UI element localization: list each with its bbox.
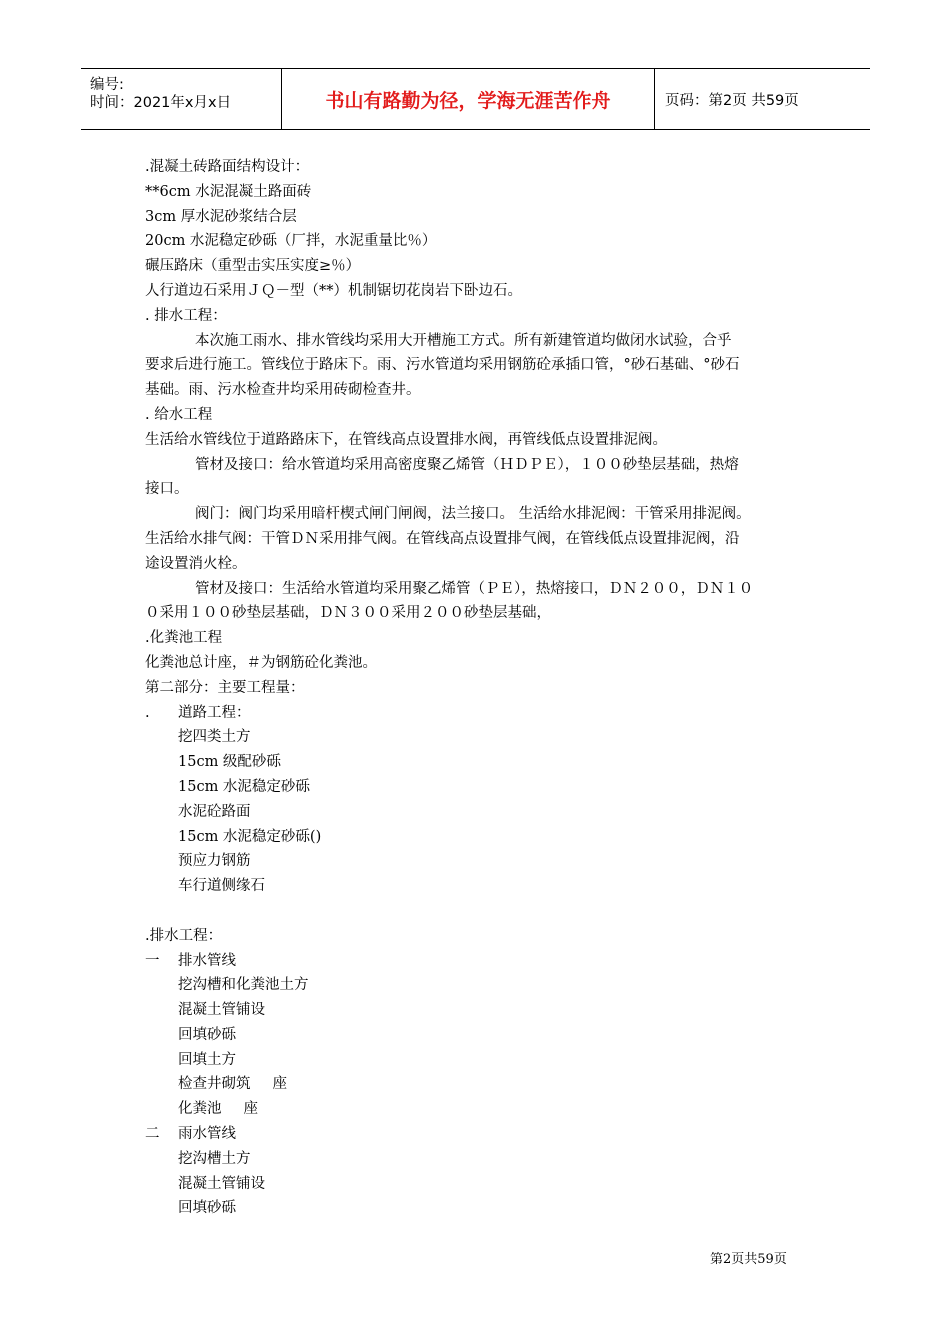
text-line: 化粪池总计座，＃为钢筋砼化粪池。 [145, 654, 377, 671]
blank-line [145, 899, 815, 924]
text-line: 碾压路床（重型击实压实度≥％） [145, 258, 361, 275]
page-footer: 第2页共59页 [710, 1252, 787, 1267]
list-item: 车行道侧缘石 [178, 878, 265, 895]
code-label: 编号: [90, 77, 124, 93]
text-line: 3cm 厚水泥砂浆结合层 [145, 208, 297, 225]
list-item-unit: 座 [272, 1076, 287, 1093]
section-heading: .化粪池工程 [145, 630, 223, 647]
document-body [145, 155, 815, 1221]
header-motto: 书山有路勤为径，学海无涯苦作舟 [282, 69, 655, 129]
list-item: 回填土方 [178, 1051, 236, 1068]
list-number: 一 [145, 952, 160, 969]
text-line: 本次施工雨水、排水管线均采用大开槽施工方式。所有新建管道均做闭水试验，合乎 [195, 332, 732, 349]
list-item-label: 检查井砌筑 [178, 1076, 251, 1093]
text-line: 管材及接口：生活给水管道均采用聚乙烯管（ＰＥ），热熔接口，ＤＮ２００，ＤＮ１０ [195, 580, 754, 597]
section-heading: . 排水工程： [145, 307, 227, 324]
list-item-unit: 座 [243, 1101, 258, 1118]
section-heading: .排水工程： [145, 927, 223, 944]
header-table [81, 68, 870, 130]
text-line: 管材及接口：给水管道均采用高密度聚乙烯管（ＨＤＰＥ），１００砂垫层基础，热熔 [195, 456, 739, 473]
list-item [145, 1097, 815, 1122]
text-line: 接口。 [145, 481, 189, 498]
list-item [145, 1072, 815, 1097]
text-line: 人行道边石采用ＪＱ－型（**）机制锯切花岗岩下卧边石。 [145, 282, 522, 299]
list-item: 预应力钢筋 [178, 853, 251, 870]
text-line: ０采用１００砂垫层基础，ＤＮ３００采用２００砂垫层基础， [145, 605, 551, 622]
text-line: 要求后进行施工。管线位于路床下。雨、污水管道均采用钢筋砼承插口管，°砂石基础、°砂石 [145, 357, 740, 374]
list-item: 挖四类土方 [178, 729, 251, 746]
list-number: 二 [145, 1126, 160, 1143]
text-line: 生活给水排气阀：干管ＤＮ采用排气阀。在管线高点设置排气阀，在管线低点设置排泥阀，沿 [145, 530, 740, 547]
header-page-number: 页码：第2页 共59页 [665, 92, 799, 109]
list-item: 15cm 水泥稳定砂砾() [178, 828, 322, 845]
list-item-label: 化粪池 [178, 1101, 222, 1118]
list-item: 回填砂砾 [178, 1026, 236, 1043]
header-info-cell [81, 69, 282, 129]
list-item: 15cm 水泥稳定砂砾 [178, 778, 310, 795]
list-item: 挖沟槽土方 [178, 1150, 251, 1167]
list-number: . [145, 704, 150, 721]
section-heading: . 给水工程 [145, 406, 213, 423]
list-heading-label: 雨水管线 [178, 1126, 236, 1143]
list-heading [145, 1122, 815, 1147]
text-line: **6cm 水泥混凝土路面砖 [145, 183, 312, 200]
list-item: 挖沟槽和化粪池土方 [178, 977, 309, 994]
text-line: 途设置消火栓。 [145, 555, 247, 572]
list-item: 回填砂砾 [178, 1200, 236, 1217]
text-line: 阀门：阀门均采用暗杆楔式闸门闸阀，法兰接口。 生活给水排泥阀：干管采用排泥阀。 [195, 506, 751, 523]
section-heading: 第二部分：主要工程量： [145, 679, 305, 696]
list-item: 水泥砼路面 [178, 803, 251, 820]
list-heading [145, 949, 815, 974]
text-line: .混凝土砖路面结构设计： [145, 159, 310, 175]
text-line: 生活给水管线位于道路路床下，在管线高点设置排水阀，再管线低点设置排泥阀。 [145, 431, 667, 448]
list-item: 混凝土管铺设 [178, 1002, 265, 1019]
list-item: 15cm 级配砂砾 [178, 754, 281, 771]
list-heading-label: 排水管线 [178, 952, 236, 969]
time-label: 时间：2021年x月x日 [90, 95, 232, 111]
list-heading-label: 道路工程： [178, 704, 251, 721]
list-heading [145, 701, 815, 726]
text-line: 基础。雨、污水检查井均采用砖砌检查井。 [145, 382, 421, 399]
text-line: 20cm 水泥稳定砂砾（厂拌，水泥重量比％） [145, 233, 437, 250]
list-item: 混凝土管铺设 [178, 1175, 265, 1192]
